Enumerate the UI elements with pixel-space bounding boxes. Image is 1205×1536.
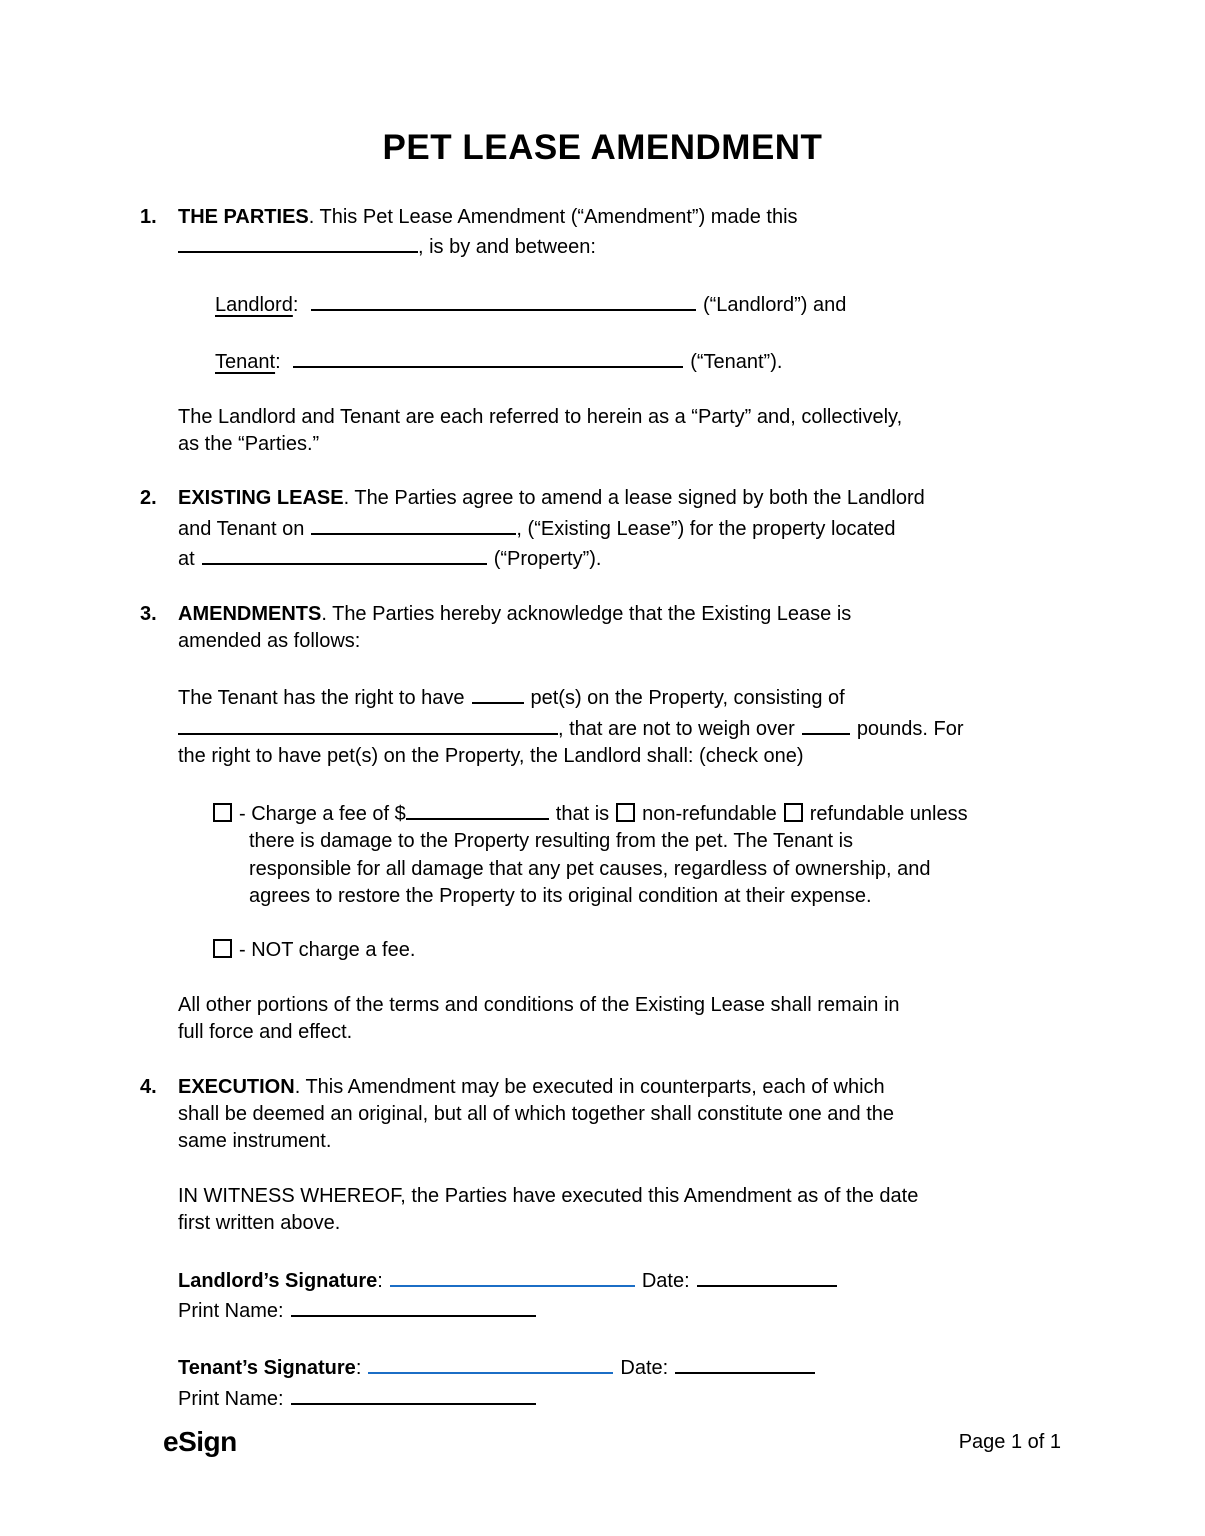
tenant-signature-block: [178, 1352, 1070, 1413]
colon: :: [355, 1357, 362, 1380]
paragraph-text: The Tenant has the right to have: [178, 687, 465, 710]
paragraph-text: pet(s) on the Property, consisting of: [530, 687, 845, 710]
option-text: there is damage to the Property resulting from the pet. The Tenant is: [249, 830, 854, 853]
paragraph-text: pounds. For: [856, 717, 964, 740]
landlord-line: [215, 289, 1070, 319]
landlord-signature-label: Landlord’s Signature: [178, 1269, 378, 1292]
lease-date-field[interactable]: [311, 513, 516, 535]
section-number: 2.: [140, 487, 157, 510]
option-text: that is: [555, 802, 610, 825]
section-heading: EXISTING LEASE: [178, 487, 344, 510]
pet-weight-field[interactable]: [802, 713, 850, 735]
section-number: 3.: [140, 602, 157, 625]
tenant-label: Tenant: [215, 351, 276, 374]
colon: :: [292, 293, 299, 316]
paragraph-text: IN WITNESS WHEREOF, the Parties have executed this Amendment as of the date: [178, 1184, 919, 1207]
colon: :: [275, 351, 281, 374]
date-label: Date:: [641, 1269, 690, 1292]
pet-type-field[interactable]: [178, 713, 558, 735]
paragraph-text: , that are not to weigh over: [558, 717, 795, 740]
option-text: responsible for all damage that any pet causes, regardless of ownership, and: [249, 857, 931, 880]
refundable-checkbox[interactable]: [784, 803, 803, 822]
fee-amount-field[interactable]: [406, 798, 549, 820]
no-fee-option: [213, 937, 1070, 964]
amendment-date-field[interactable]: [178, 231, 418, 253]
landlord-date-field[interactable]: [697, 1265, 837, 1287]
tenant-name-field[interactable]: [293, 346, 683, 368]
section-text: at: [178, 548, 195, 571]
section-text: shall be deemed an original, but all of which together shall constitute one and the: [178, 1102, 895, 1125]
section-text: . This Pet Lease Amendment (“Amendment”) made this: [308, 206, 798, 228]
section-text: . This Amendment may be executed in counterparts, each of which: [294, 1075, 885, 1098]
tenant-tail: (“Tenant”).: [690, 351, 783, 374]
option-text: non-refundable: [642, 802, 777, 825]
print-name-label: Print Name:: [178, 1387, 284, 1410]
fee-option: [213, 798, 1070, 911]
section-heading: AMENDMENTS: [178, 602, 322, 625]
fee-checkbox[interactable]: [213, 803, 232, 822]
landlord-print-name-field[interactable]: [291, 1295, 536, 1317]
section-number: 1.: [140, 206, 157, 228]
landlord-signature-block: [178, 1265, 1070, 1326]
section-text: , is by and between:: [418, 236, 596, 259]
option-text: refundable unless: [809, 802, 968, 825]
section-text: and Tenant on: [178, 517, 305, 540]
tenant-line: [215, 346, 1070, 376]
section-the-parties: [140, 204, 1070, 262]
pet-count-field[interactable]: [472, 682, 524, 704]
tenant-print-name-field[interactable]: [291, 1383, 536, 1405]
section-text: same instrument.: [178, 1130, 332, 1153]
page-title: PET LEASE AMENDMENT: [382, 128, 823, 167]
page-number: Page 1 of 1: [958, 1431, 1061, 1453]
landlord-tail: (“Landlord”) and: [702, 293, 847, 316]
paragraph-text: as the “Parties.”: [178, 433, 320, 456]
section-existing-lease: [140, 485, 1070, 573]
non-refundable-checkbox[interactable]: [616, 803, 635, 822]
section-text: , (“Existing Lease”) for the property located: [516, 517, 896, 540]
colon: :: [377, 1269, 383, 1292]
section-text: . The Parties hereby acknowledge that the Existing Lease is: [321, 602, 852, 625]
section-text: amended as follows:: [178, 630, 361, 653]
document-body: [140, 204, 1070, 1440]
section-text: (“Property”).: [493, 548, 602, 571]
paragraph-text: the right to have pet(s) on the Property, the Landlord shall: (check one): [178, 745, 804, 768]
paragraph-text: All other portions of the terms and conditions of the Existing Lease shall remain in: [178, 993, 900, 1016]
pets-paragraph: [178, 682, 1070, 770]
paragraph-text: full force and effect.: [178, 1021, 353, 1044]
section-execution: [140, 1074, 1070, 1156]
section-heading: EXECUTION: [178, 1075, 295, 1098]
section-number: 4.: [140, 1075, 157, 1098]
print-name-label: Print Name:: [178, 1299, 284, 1322]
option-text: - NOT charge a fee.: [239, 939, 416, 962]
paragraph-text: first written above.: [178, 1212, 341, 1235]
paragraph-text: The Landlord and Tenant are each referred to herein as a “Party” and, collectively,: [178, 405, 903, 428]
tenant-signature-field[interactable]: [368, 1352, 613, 1374]
no-fee-checkbox[interactable]: [213, 939, 232, 958]
witness-paragraph: [178, 1183, 1070, 1238]
date-label: Date:: [620, 1357, 669, 1380]
landlord-name-field[interactable]: [311, 289, 696, 311]
remainder-paragraph: [178, 992, 1070, 1047]
parties-collective-paragraph: [178, 404, 1070, 459]
option-text: agrees to restore the Property to its original condition at their expense.: [249, 884, 872, 907]
section-text: . The Parties agree to amend a lease signed by both the Landlord: [343, 487, 925, 510]
property-address-field[interactable]: [202, 543, 487, 565]
section-heading: THE PARTIES: [178, 206, 309, 228]
landlord-signature-field[interactable]: [390, 1265, 635, 1287]
landlord-label: Landlord: [215, 293, 293, 316]
esign-logo: eSign: [163, 1426, 237, 1457]
tenant-signature-label: Tenant’s Signature: [178, 1357, 356, 1380]
option-text: - Charge a fee of $: [239, 802, 406, 825]
tenant-date-field[interactable]: [675, 1352, 815, 1374]
section-amendments: [140, 601, 1070, 656]
